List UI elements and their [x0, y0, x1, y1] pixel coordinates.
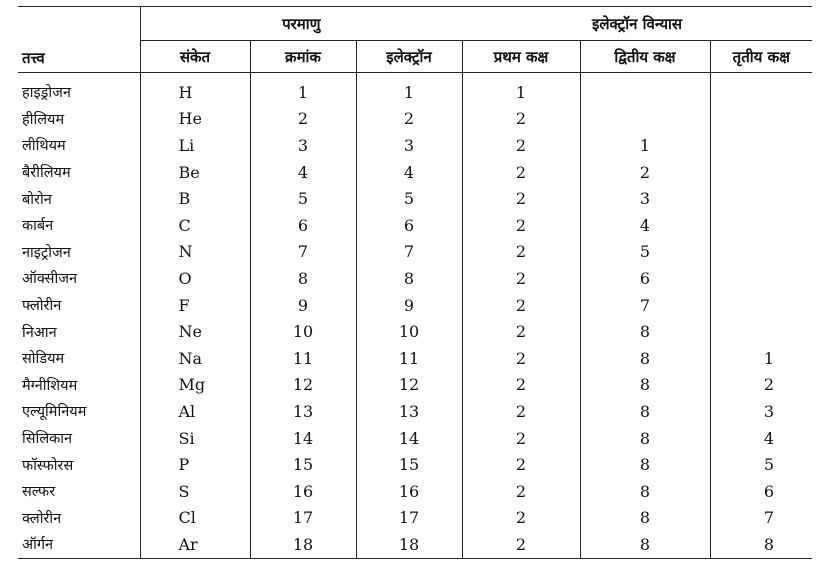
group-header-row: [18, 7, 812, 41]
third-shell-count: [710, 185, 812, 212]
table-header: [18, 7, 812, 73]
electron-count: 4: [356, 159, 462, 186]
second-shell-count: 4: [580, 212, 710, 239]
first-shell-count: 2: [462, 531, 580, 558]
electron-count: 7: [356, 239, 462, 266]
element-symbol: Mg: [140, 372, 250, 399]
symbol-column-header: संकेत: [140, 41, 250, 73]
third-shell-count: [710, 265, 812, 292]
table-row: [18, 345, 812, 372]
electron-count: 9: [356, 292, 462, 319]
element-symbol: Ar: [140, 531, 250, 558]
table-row: [18, 505, 812, 532]
atomic-number: 16: [250, 478, 356, 505]
element-symbol: F: [140, 292, 250, 319]
table-row: [18, 212, 812, 239]
second-shell-count: 8: [580, 425, 710, 452]
first-shell-count: 2: [462, 505, 580, 532]
first-shell-count: 2: [462, 345, 580, 372]
element-name: सोडियम: [22, 351, 65, 368]
element-name: ऑक्सीजन: [22, 271, 78, 288]
element-symbol: Be: [140, 159, 250, 186]
element-name: ऑर्गन: [18, 531, 140, 558]
first-shell-count: 2: [462, 372, 580, 399]
table-row: [18, 159, 812, 186]
third-shell-count: [710, 212, 812, 239]
element-symbol: Li: [140, 132, 250, 159]
second-shell-count: 8: [580, 398, 710, 425]
third-shell-count: 5: [710, 451, 812, 478]
third-shell-count: [710, 73, 812, 106]
element-name: सल्फर: [22, 484, 56, 501]
third-shell-count: [710, 106, 812, 133]
atomic-number: 5: [250, 185, 356, 212]
table-row: [18, 372, 812, 399]
second-shell-count: 1: [580, 132, 710, 159]
element-name: कार्बन: [22, 218, 54, 235]
atomic-number: 15: [250, 451, 356, 478]
table-row: [18, 73, 812, 106]
element-name: सिलिकान: [22, 431, 73, 448]
electron-count: 1: [356, 73, 462, 106]
element-name: एल्यूमिनियम: [22, 404, 87, 421]
atomic-number: 2: [250, 106, 356, 133]
element-symbol: Ne: [140, 318, 250, 345]
first-shell-count: 2: [462, 318, 580, 345]
element-name: क्लोरीन: [22, 510, 62, 527]
second-shell-count: 5: [580, 239, 710, 266]
second-shell-count: 8: [580, 345, 710, 372]
element-symbol: Cl: [140, 505, 250, 532]
element-name: निआन: [22, 324, 57, 341]
second-shell-count: 8: [580, 531, 710, 558]
second-shell-count: 8: [580, 318, 710, 345]
atomic-number: 14: [250, 425, 356, 452]
first-shell-count: 2: [462, 132, 580, 159]
third-shell-count: [710, 318, 812, 345]
atomic-number: 6: [250, 212, 356, 239]
second-shell-count: 2: [580, 159, 710, 186]
atomic-number: 13: [250, 398, 356, 425]
atomic-number-column-header: क्रमांक: [250, 41, 356, 73]
atomic-number: 10: [250, 318, 356, 345]
second-shell-count: 7: [580, 292, 710, 319]
element-name: लीथियम: [22, 138, 66, 155]
third-shell-column-header: तृतीय कक्ष: [710, 41, 812, 73]
table-row: [18, 132, 812, 159]
table-row: [18, 478, 812, 505]
atomic-number: 18: [250, 531, 356, 558]
atomic-number: 12: [250, 372, 356, 399]
element-name: बैरीलियम: [22, 165, 71, 182]
atomic-number: 8: [250, 265, 356, 292]
element-name: हीलियम: [22, 111, 65, 128]
third-shell-count: 7: [710, 505, 812, 532]
atomic-number: 7: [250, 239, 356, 266]
third-shell-count: 3: [710, 398, 812, 425]
electron-count: 14: [356, 425, 462, 452]
element-symbol: Si: [140, 425, 250, 452]
third-shell-count: [710, 239, 812, 266]
table-row: [18, 318, 812, 345]
first-shell-count: 2: [462, 478, 580, 505]
second-shell-column-header: द्वितीय कक्ष: [580, 41, 710, 73]
element-name: हाइड्रोजन: [22, 85, 71, 102]
first-shell-column-header: प्रथम कक्ष: [462, 41, 580, 73]
third-shell-count: [710, 292, 812, 319]
electron-count: 16: [356, 478, 462, 505]
element-symbol: P: [140, 451, 250, 478]
electron-count: 13: [356, 398, 462, 425]
first-shell-count: 2: [462, 292, 580, 319]
electron-config-group-header: इलेक्ट्रॉन विन्यास: [462, 7, 812, 41]
table-row: [18, 398, 812, 425]
first-shell-count: 2: [462, 212, 580, 239]
second-shell-count: [580, 73, 710, 106]
element-name: फ्लोरीन: [22, 298, 62, 315]
first-shell-count: 2: [462, 185, 580, 212]
table-row: [18, 239, 812, 266]
electron-count: 11: [356, 345, 462, 372]
second-shell-count: 8: [580, 372, 710, 399]
table-row: [18, 185, 812, 212]
second-shell-count: 3: [580, 185, 710, 212]
second-shell-count: [580, 106, 710, 133]
first-shell-count: 2: [462, 106, 580, 133]
atomic-number: 9: [250, 292, 356, 319]
electron-count: 15: [356, 451, 462, 478]
atomic-number: 4: [250, 159, 356, 186]
atomic-number: 17: [250, 505, 356, 532]
electron-count: 8: [356, 265, 462, 292]
second-shell-count: 8: [580, 451, 710, 478]
table-row: [18, 292, 812, 319]
element-name: नाइट्रोजन: [22, 244, 71, 261]
atom-group-header: परमाणु: [140, 7, 462, 41]
electron-count: 3: [356, 132, 462, 159]
third-shell-count: [710, 132, 812, 159]
table-row: [18, 451, 812, 478]
electron-configuration-sheet: [18, 6, 812, 559]
second-shell-count: 8: [580, 505, 710, 532]
electron-count: 10: [356, 318, 462, 345]
second-shell-count: 8: [580, 478, 710, 505]
second-shell-count: 6: [580, 265, 710, 292]
table-row: [18, 265, 812, 292]
element-symbol: B: [140, 185, 250, 212]
table-row: [18, 531, 812, 558]
electron-count: 5: [356, 185, 462, 212]
electrons-column-header: इलेक्ट्रॉन: [356, 41, 462, 73]
electron-count: 18: [356, 531, 462, 558]
first-shell-count: 2: [462, 451, 580, 478]
first-shell-count: 2: [462, 159, 580, 186]
third-shell-count: 2: [710, 372, 812, 399]
element-name: फॉस्फोरस: [22, 457, 74, 474]
element-symbol: He: [140, 106, 250, 133]
table-body: [18, 73, 812, 559]
element-name: बोरोन: [22, 191, 52, 208]
first-shell-count: 1: [462, 73, 580, 106]
element-symbol: O: [140, 265, 250, 292]
element-name: मैग्नीशियम: [22, 377, 78, 394]
element-column-header: तत्त्व: [18, 7, 140, 73]
electron-count: 2: [356, 106, 462, 133]
first-shell-count: 2: [462, 239, 580, 266]
electron-count: 6: [356, 212, 462, 239]
first-shell-count: 2: [462, 425, 580, 452]
element-symbol: N: [140, 239, 250, 266]
atomic-number: 1: [250, 73, 356, 106]
table-row: [18, 106, 812, 133]
electron-configuration-table: [18, 6, 812, 559]
atomic-number: 11: [250, 345, 356, 372]
atomic-number: 3: [250, 132, 356, 159]
third-shell-count: 8: [710, 531, 812, 558]
table-row: [18, 425, 812, 452]
element-symbol: H: [140, 73, 250, 106]
first-shell-count: 2: [462, 398, 580, 425]
element-symbol: Na: [140, 345, 250, 372]
element-symbol: S: [140, 478, 250, 505]
third-shell-count: 6: [710, 478, 812, 505]
element-symbol: Al: [140, 398, 250, 425]
first-shell-count: 2: [462, 265, 580, 292]
third-shell-count: 1: [710, 345, 812, 372]
third-shell-count: 4: [710, 425, 812, 452]
electron-count: 17: [356, 505, 462, 532]
third-shell-count: [710, 159, 812, 186]
electron-count: 12: [356, 372, 462, 399]
element-symbol: C: [140, 212, 250, 239]
